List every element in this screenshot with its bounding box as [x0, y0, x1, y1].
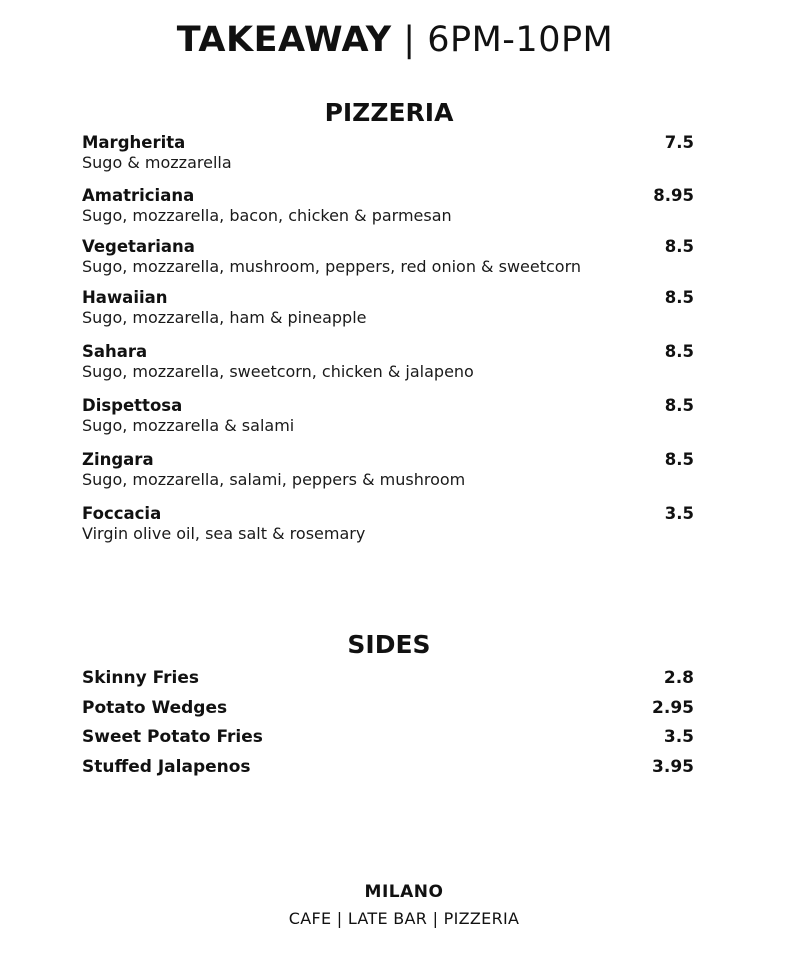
- title-separator: |: [403, 20, 416, 60]
- item-price: 8.5: [664, 396, 694, 415]
- side-name: Stuffed Jalapenos: [82, 757, 251, 777]
- pizzeria-section-title: PIZZERIA: [324, 98, 454, 127]
- item-description: Virgin olive oil, sea salt & rosemary: [82, 524, 366, 543]
- menu-item: [82, 133, 702, 173]
- menu-item: [82, 186, 702, 226]
- sides-section-title: SIDES: [347, 630, 431, 659]
- side-price: 2.95: [652, 698, 694, 718]
- side-price: 3.95: [652, 757, 694, 777]
- side-item: [82, 667, 702, 689]
- item-description: Sugo, mozzarella & salami: [82, 416, 295, 435]
- item-name: Margherita: [82, 133, 186, 152]
- side-price: 3.5: [663, 727, 694, 747]
- item-price: 3.5: [664, 504, 694, 523]
- item-name: Hawaiian: [82, 288, 168, 307]
- item-description: Sugo, mozzarella, salami, peppers & mushroom: [82, 470, 466, 489]
- item-name: Foccacia: [82, 504, 162, 523]
- side-name: Skinny Fries: [82, 668, 199, 688]
- item-price: 8.5: [664, 237, 694, 256]
- menu-item: [82, 342, 702, 382]
- item-name: Vegetariana: [82, 237, 195, 256]
- item-description: Sugo, mozzarella, mushroom, peppers, red onion & sweetcorn: [82, 257, 582, 276]
- item-price: 8.95: [653, 186, 694, 205]
- menu-item: [82, 450, 702, 490]
- item-description: Sugo & mozzarella: [82, 153, 232, 172]
- menu-item: [82, 288, 702, 328]
- page-title: [0, 18, 790, 62]
- menu-item: [82, 504, 702, 544]
- restaurant-name: MILANO: [364, 882, 444, 902]
- menu-item: [82, 396, 702, 436]
- item-description: Sugo, mozzarella, sweetcorn, chicken & jalapeno: [82, 362, 474, 381]
- item-description: Sugo, mozzarella, ham & pineapple: [82, 308, 367, 327]
- side-name: Sweet Potato Fries: [82, 727, 263, 747]
- item-name: Zingara: [82, 450, 154, 469]
- item-price: 8.5: [664, 450, 694, 469]
- side-item: [82, 726, 702, 748]
- item-name: Amatriciana: [82, 186, 195, 205]
- item-name: Sahara: [82, 342, 148, 361]
- menu-item: [82, 237, 702, 277]
- restaurant-tagline: CAFE | LATE BAR | PIZZERIA: [288, 909, 520, 928]
- side-item: [82, 697, 702, 719]
- side-price: 2.8: [663, 668, 694, 688]
- side-name: Potato Wedges: [82, 698, 228, 718]
- takeaway-heading: TAKEAWAY: [176, 20, 392, 60]
- item-description: Sugo, mozzarella, bacon, chicken & parmesan: [82, 206, 452, 225]
- item-name: Dispettosa: [82, 396, 183, 415]
- item-price: 8.5: [664, 288, 694, 307]
- opening-hours: 6PM-10PM: [427, 20, 614, 60]
- item-price: 7.5: [664, 133, 694, 152]
- side-item: [82, 756, 702, 778]
- item-price: 8.5: [664, 342, 694, 361]
